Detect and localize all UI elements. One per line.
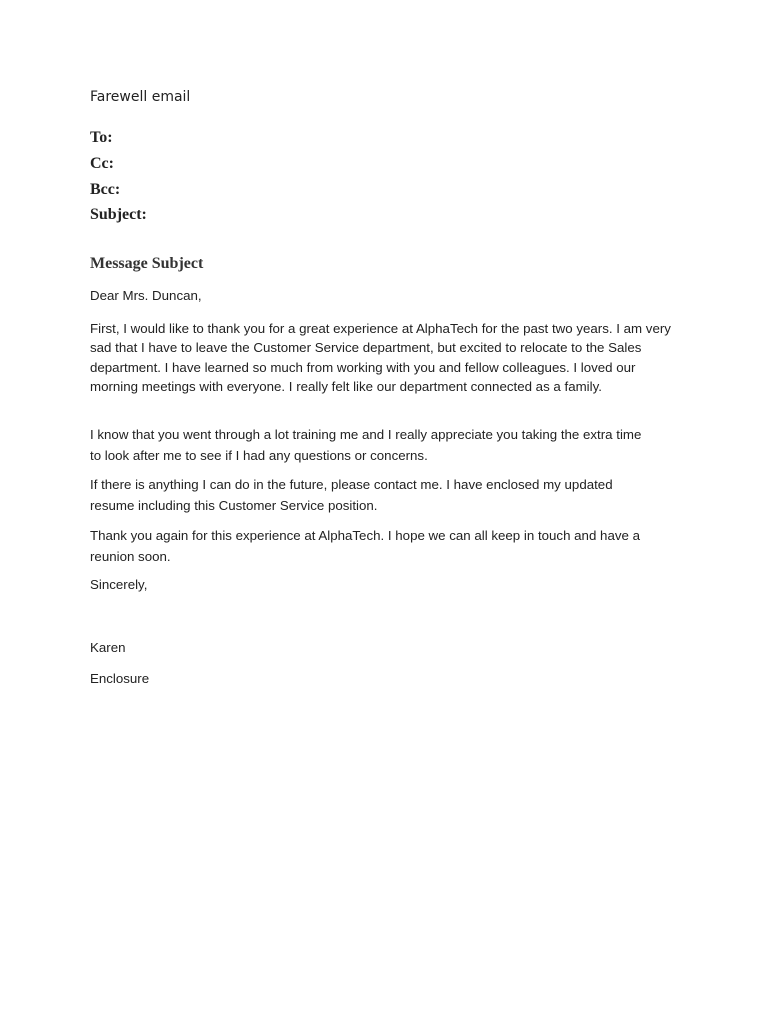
- closing: Sincerely,: [90, 577, 148, 592]
- greeting: Dear Mrs. Duncan,: [90, 288, 202, 303]
- subject-field-label: Subject:: [90, 206, 147, 223]
- to-field-label: To:: [90, 129, 113, 146]
- paragraph-2: I know that you went through a lot training me and I really appreciate you taking the extra time to look after me to see if I had any questions or concerns.: [90, 427, 642, 463]
- document-title: Farewell email: [90, 89, 191, 105]
- paragraph-4: Thank you again for this experience at AlphaTech. I hope we can all keep in touch and have a reunion soon.: [90, 528, 640, 564]
- message-subject: Message Subject: [90, 255, 204, 272]
- cc-field-label: Cc:: [90, 155, 114, 172]
- signature: Karen: [90, 640, 126, 655]
- enclosure-note: Enclosure: [90, 671, 150, 686]
- bcc-field-label: Bcc:: [90, 181, 121, 198]
- paragraph-1: First, I would like to thank you for a great experience at AlphaTech for the past two years. I am very sad that I have to leave the Customer Service department, but excited to relocate to the Sales department. I have learned so much from working with you and fellow colleagues. I loved our morning meetings with everyone. I really felt like our department connected as a family.: [90, 321, 671, 394]
- paragraph-3: If there is anything I can do in the future, please contact me. I have enclosed my updated resume including this Customer Service position.: [90, 477, 613, 513]
